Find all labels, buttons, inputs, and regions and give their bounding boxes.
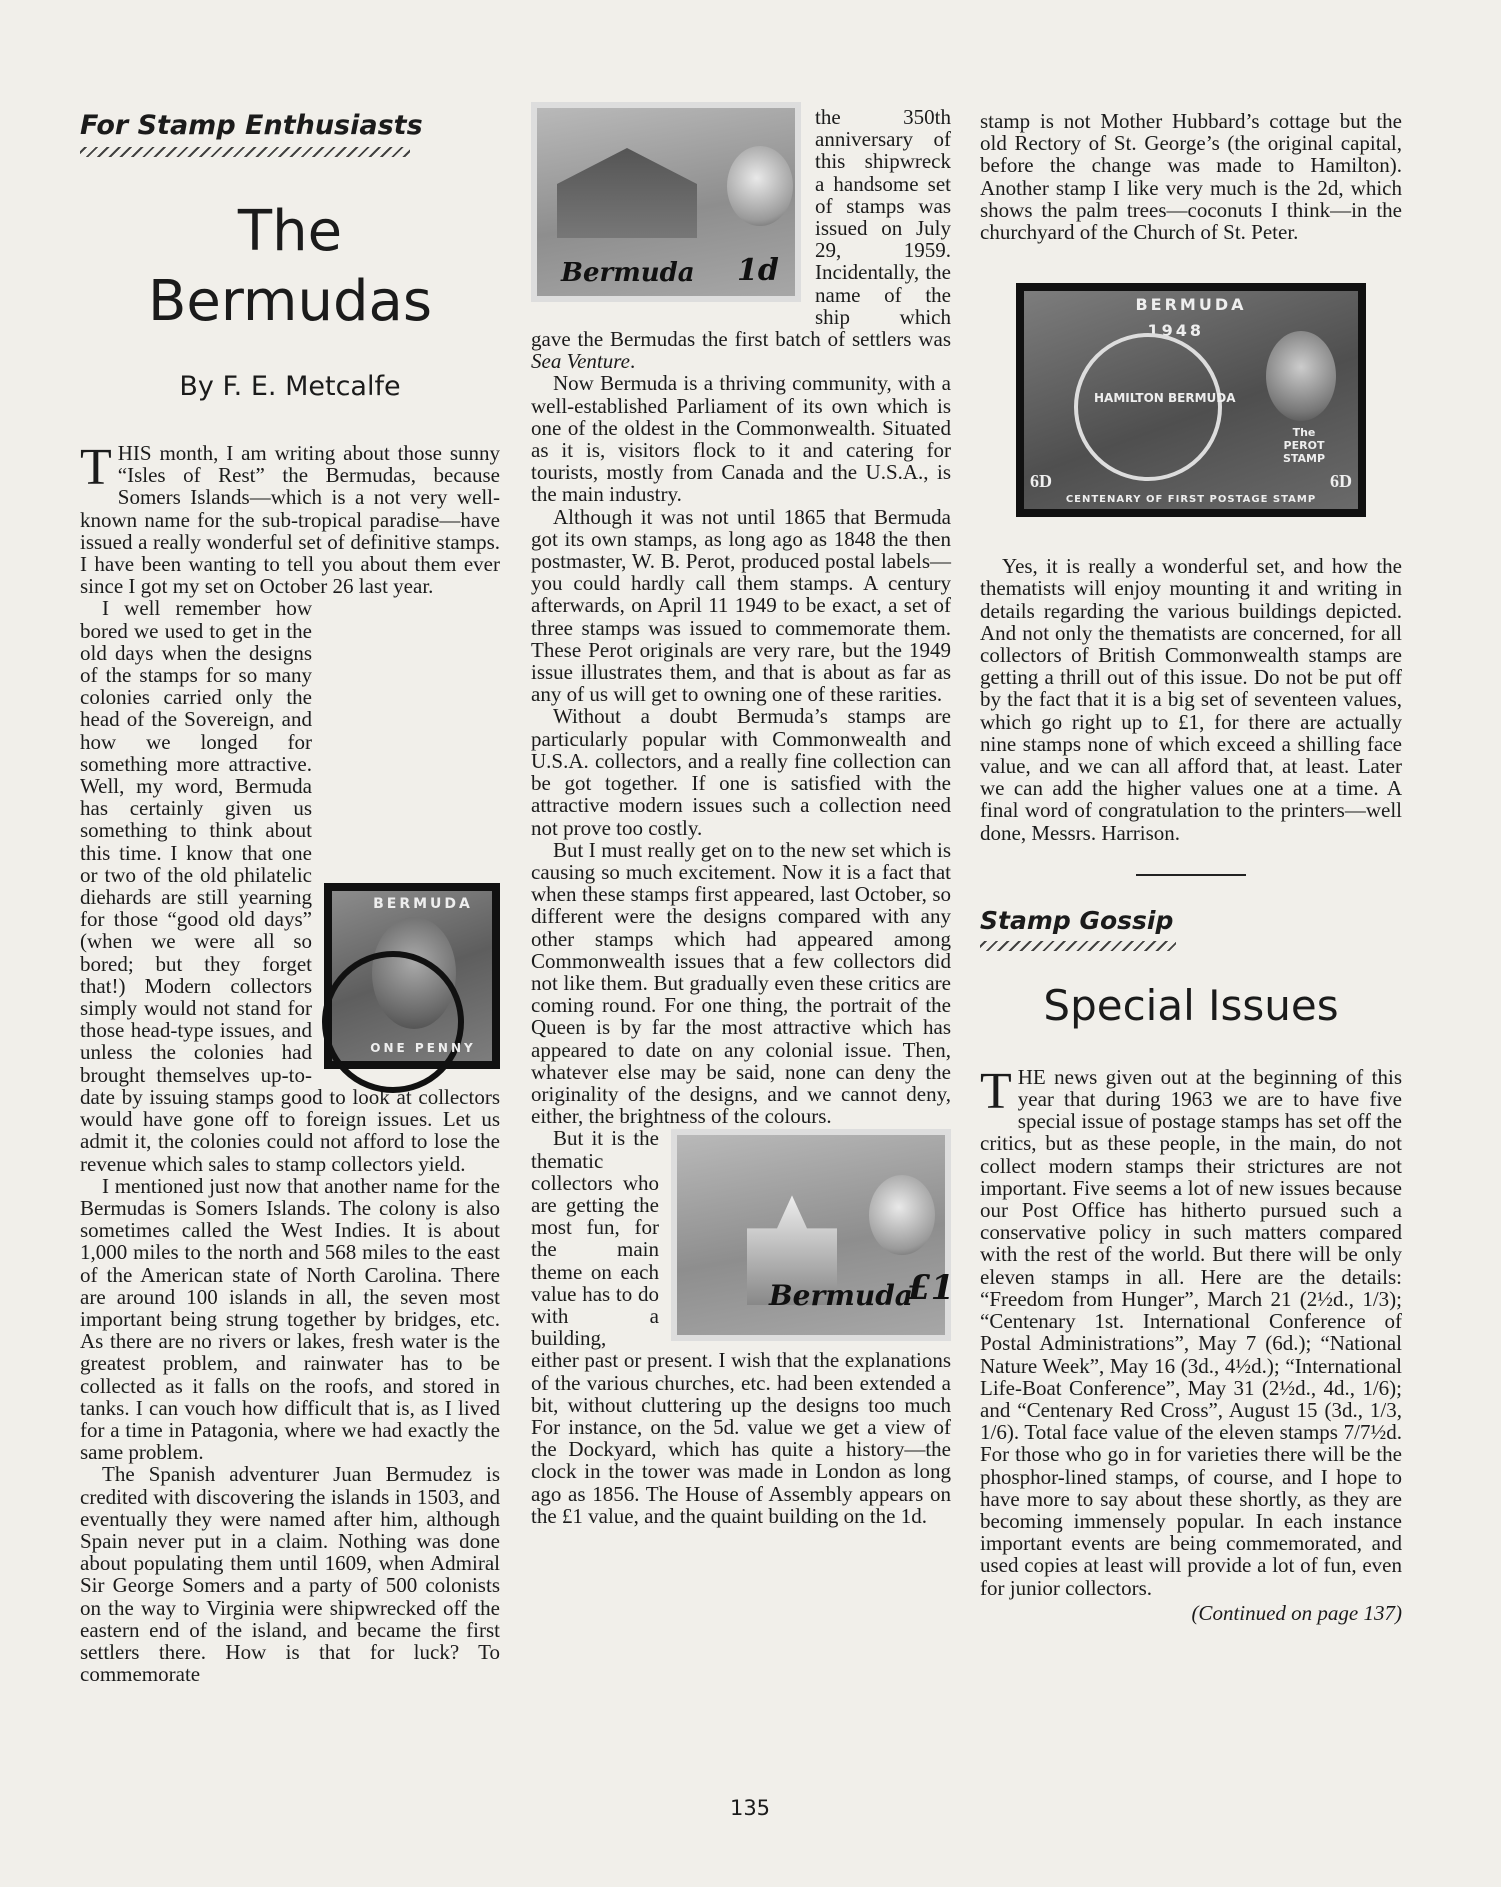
section-divider [1136,874,1246,876]
stamp-country-script: Bermuda [561,258,695,288]
column-3 [980,110,1402,1626]
king-portrait [1266,331,1336,421]
paragraph-text: HIS month, I am writing about those sunny “Isles of Rest” the Bermudas, because Somers Islands—which is a not very well-known name for the sub-tropical paradise—have issued a really wonderful set of definitive stamps. I have been wanting to tell you about them ever since I got my set on October 26 last year. [80,441,500,599]
paragraph-text: the 350th anniversary of this shipwreck a handsome set of stamps was issued on July 29, 1959. Incidentally, the name of the ship which gave the Bermudas the first batch of settlers was [531,105,951,352]
paragraph [80,439,500,599]
paragraph-text: But it is the thematic collectors who are getting the most fun, for the main theme on each value has to do with a building, either past or present. I wish that the explanations of the various churches, etc. had been extended a bit, without cluttering up the designs too much For instance, on the 5d. value we get a view of the Dockyard, which has quite a history—the clock in the tower was made in London as long ago as 1856. The House of Assembly appears on the £1 value, and the quaint building on the 1d. [531,1126,951,1528]
stamp-country-script: Bermuda [769,1279,913,1313]
paragraph-text: HE news given out at the beginning of this year that during 1963 we are to have five special issue of postage stamps has set off the critics, but as these people, in the main, do not collect modern stamps their strictures are not important. Five seems a lot of new issues because our Post Office has hitherto pursued such a conservative policy in such matters compared with the rest of the world. But there will be only eleven stamps in all. Here are the details: “Freedom from Hunger”, March 21 (2½d., 1/3); “Centenary 1st. International Conference of Postal Administrations”, May 7 (6d.); “National Nature Week”, May 16 (3d., 4½d.); “International Life-Boat Conference”, May 31 (2½d., 4d., 1/6); and “Centenary Red Cross”, August 15 (3d., 1/3, 1/6). Total face value of the eleven stamps 7/7½d. For those who go in for varieties there will be the phosphor-lined stamps, of course, and I hope to have more to say about these shortly, as they are becoming immensely popular. In each instance important events are being commemorated, and used copies at least will provide a lot of fun, even for junior collectors. [980,1064,1402,1600]
paragraph: The Spanish adventurer Juan Bermudez is credited with discovering the islands in 1503, and eventually they were named after him, although Spain never put in a claim. Nothing was done about populating them until 1609, when Admiral Sir George Somers and a party of 500 colonists on the way to Virginia were shipwrecked off the eastern end of the island, and became the first settlers there. How is that for luck? To commemorate [80,1462,500,1687]
section-label: For Stamp Enthusiasts [80,110,423,141]
paragraph: I mentioned just now that another name for the Bermudas is Somers Islands. The colony is also sometimes called the West Indies. It is about 1,000 miles to the north and 568 miles to the east of the American state of North Carolina. There are around 100 islands in all, the seven most important being strung together by bridges, etc. As there are no rivers or lakes, fresh water is the greatest problem, and rainwater has to be collected as it falls on the roofs, and stored in tanks. I can vouch how difficult that is, as I lived for a time in Patagonia, where we had exactly the same problem. [80,1173,500,1465]
stamp-band-bottom: ONE PENNY [370,1041,476,1056]
stamp-year: 1948 [1147,321,1204,341]
stamp-band-top: BERMUDA [373,896,473,913]
stamp-value-left: 6D [1030,471,1052,492]
paragraph: Yes, it is really a wonderful set, and how the thematists will enjoy mounting it and writing in details regarding the various buildings depicted. And not only the thematists are concerned, for all collectors of British Commonwealth stamps are getting a thrill out of this issue. Do not be put off by the fact that it is a big set of seventeen values, which go right up to £1, for there are actually nine stamps none of which exceed a shilling face value, and we can all afford that, at least. Later we can add the higher values one at a time. A final word of congratulation to the printers—well done, Messrs. Harrison. [980,554,1402,845]
paragraph [531,1126,955,1528]
stamp-assembly-image [671,1129,955,1341]
perot-stamp-label: The PEROT STAMP [1282,426,1326,466]
paragraph: Now Bermuda is a thriving community, with a well-established Parliament of its own which is one of the oldest in the Commonwealth. Situated as it is, visitors flock to it and catering for tourists, mostly from Canada and the U.S.A., is the main industry. [531,371,951,507]
stamp-rectory-image [531,102,801,302]
column-1 [80,110,500,1685]
page-number: 135 [729,1796,771,1820]
paragraph [980,1062,1402,1600]
stamp-value-right: 6D [1330,471,1352,492]
queen-portrait [727,146,793,226]
wavy-rule [80,147,410,157]
column-2 [531,105,955,1528]
postmark-text: HAMILTON BERMUDA [1094,391,1236,406]
gossip-section-label: Stamp Gossip [980,905,1174,935]
continued-note: (Continued on page 137) [1191,1600,1402,1625]
paragraph: Although it was not until 1865 that Bermuda got its own stamps, as long ago as 1848 the then postmaster, W. B. Perot, produced postal labels—you could hardly call them stamps. A century afterwards, on April 11 1949 to be exact, a set of three stamps was issued to commemorate them. These Perot originals are very rare, but the 1949 issue illustrates them, and that is about as far as any of us will get to owning one of these rarities. [531,504,951,707]
title-line-1: The [237,199,343,264]
drop-cap: T [980,1062,1012,1120]
stamp-value: 1d [737,253,779,288]
rectory-house-drawing [557,148,697,238]
gossip-title: Special Issues [1043,980,1339,1030]
title-line-2: Bermudas [148,269,432,334]
paragraph [80,597,500,1174]
stamp-band-top: BERMUDA [1135,295,1247,315]
ship-name: Sea Venture [531,349,630,374]
postmark-circle [322,951,464,1093]
paragraph: But I must really get on to the new set which is causing so much excitement. Now it is a fact that when these stamps first appeared, last October, so different were the designs compared with any other stamps which had appeared among Commonwealth issues that a few collectors did not like them. But gradually even these critics are coming round. For one thing, the portrait of the Queen is by far the most attractive which has appeared to date on any colonial issue. Then, whatever else may be said, none can deny the originality of the designs, and we cannot deny, either, the brightness of the colours. [531,837,951,1129]
stamp-value: £1 [907,1268,955,1309]
paragraph-text: I well remember how bored we used to get in the old days when the designs of the stamps for so many colonies carried only the head of the Sovereign, and how we longed for something more attractive. Well, my word, Bermuda has certainly given us something to think about this time. I know that one or two of the old philatelic diehards are still yearning for those “good old days” (when we were all so bored; but they forget that!) Modern collectors simply would not stand for those head-type issues, and unless the colonies had brought themselves up-to-date by issuing stamps good to look at collectors would have gone off to foreign issues. Let us admit it, the colonies could not afford to lose the revenue which sales to stamp collectors yield. [80,596,500,1176]
wavy-rule [980,941,1176,951]
article-title [80,197,500,337]
stamp-perot-image [1016,283,1366,517]
stamp-victoria-image [324,883,500,1069]
stamp-band-bottom: CENTENARY OF FIRST POSTAGE STAMP [1065,494,1317,506]
queen-portrait [869,1175,935,1255]
hamilton-postmark-ring [1074,333,1222,481]
byline: By F. E. Metcalfe [179,371,401,402]
paragraph-end: . [629,349,636,374]
drop-cap: T [80,439,112,496]
paragraph: Without a doubt Bermuda’s stamps are particularly popular with Commonwealth and U.S.A. collectors, and a really fine collection can be got together. If one is satisfied with the attractive modern issues such a collection need not prove too costly. [531,704,951,840]
paragraph: stamp is not Mother Hubbard’s cottage but the old Rectory of St. George’s (the original capital, before the change was made to Hamilton). Another stamp I like very much is the 2d, which shows the palm trees—coconuts I think—in the churchyard of the Church of St. Peter. [980,109,1402,245]
